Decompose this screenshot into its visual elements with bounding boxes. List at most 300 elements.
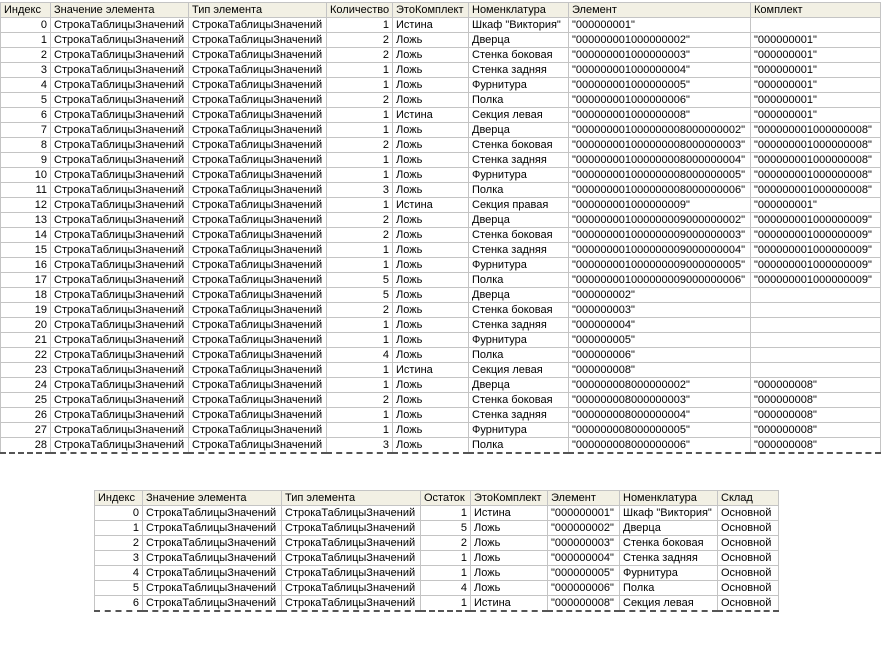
table-cell: Истина	[393, 18, 469, 33]
table-cell: 20	[1, 318, 51, 333]
table-cell: Основной	[718, 596, 779, 612]
table-cell: Ложь	[471, 581, 548, 596]
table-cell: Ложь	[393, 243, 469, 258]
table-row[interactable]	[1, 18, 881, 33]
table-row[interactable]	[1, 273, 881, 288]
table-cell: 4	[327, 348, 393, 363]
table-cell: Ложь	[393, 93, 469, 108]
table-cell: 1	[421, 551, 471, 566]
table-cell: 4	[1, 78, 51, 93]
table-cell: СтрокаТаблицыЗначений	[282, 581, 421, 596]
table-cell: "000000001000000008000000004"	[569, 153, 751, 168]
table-cell: Ложь	[393, 393, 469, 408]
table-row[interactable]	[1, 153, 881, 168]
table-cell: "000000001"	[751, 63, 881, 78]
table-row[interactable]	[1, 108, 881, 123]
table-cell: "000000006"	[569, 348, 751, 363]
table-row[interactable]	[1, 333, 881, 348]
table-cell: "000000001000000008000000006"	[569, 183, 751, 198]
table-cell: "000000001000000009000000005"	[569, 258, 751, 273]
table-cell: 1	[421, 506, 471, 521]
table-cell: "000000001000000008"	[751, 183, 881, 198]
table-cell: 1	[95, 521, 143, 536]
table-cell: Ложь	[471, 566, 548, 581]
table-cell: Ложь	[471, 551, 548, 566]
table-cell: 2	[327, 138, 393, 153]
table-cell: "000000001000000004"	[569, 63, 751, 78]
column-header[interactable]: Комплект	[751, 3, 881, 18]
table-cell: СтрокаТаблицыЗначений	[189, 438, 327, 454]
table-cell: 1	[421, 596, 471, 612]
table-cell: Ложь	[393, 288, 469, 303]
table-cell: 24	[1, 378, 51, 393]
table-cell: "000000004"	[548, 551, 620, 566]
table-cell: Ложь	[393, 408, 469, 423]
table-cell: Основной	[718, 551, 779, 566]
column-header[interactable]: Тип элемента	[282, 491, 421, 506]
table-cell: 14	[1, 228, 51, 243]
table-cell: Ложь	[393, 213, 469, 228]
table-cell: "000000001000000008000000002"	[569, 123, 751, 138]
column-header[interactable]: ЭтоКомплект	[393, 3, 469, 18]
table-cell: 3	[327, 183, 393, 198]
table-row[interactable]	[1, 123, 881, 138]
table-cell: 6	[95, 596, 143, 612]
table-row[interactable]	[1, 423, 881, 438]
table-cell: "000000001000000008"	[751, 153, 881, 168]
table-cell: 2	[327, 393, 393, 408]
table-cell: "000000001000000009"	[751, 258, 881, 273]
table-cell: СтрокаТаблицыЗначений	[189, 408, 327, 423]
table-cell: СтрокаТаблицыЗначений	[189, 108, 327, 123]
table-cell: "000000001000000009"	[751, 243, 881, 258]
column-header[interactable]: Индекс	[95, 491, 143, 506]
table-cell: "000000001"	[751, 78, 881, 93]
table-cell: 15	[1, 243, 51, 258]
column-header[interactable]: Номенклатура	[620, 491, 718, 506]
table-cell: СтрокаТаблицыЗначений	[189, 138, 327, 153]
table-row[interactable]	[1, 213, 881, 228]
table-cell: Секция правая	[469, 198, 569, 213]
table-cell: "000000001"	[751, 108, 881, 123]
table-cell: 1	[421, 566, 471, 581]
table-row[interactable]	[95, 536, 779, 551]
table-row[interactable]	[1, 393, 881, 408]
table-cell: "000000001"	[548, 506, 620, 521]
table-cell: СтрокаТаблицыЗначений	[51, 198, 189, 213]
table-cell: СтрокаТаблицыЗначений	[189, 228, 327, 243]
table-row[interactable]	[1, 243, 881, 258]
table-cell: Стенка задняя	[469, 153, 569, 168]
table-cell: Дверца	[620, 521, 718, 536]
table-cell: "000000001000000008000000005"	[569, 168, 751, 183]
table-cell: 27	[1, 423, 51, 438]
table-cell: 11	[1, 183, 51, 198]
table-cell: СтрокаТаблицыЗначений	[51, 93, 189, 108]
table-cell: 1	[327, 363, 393, 378]
table-header-row	[95, 491, 779, 506]
table-cell: Стенка боковая	[469, 48, 569, 63]
table-cell: СтрокаТаблицыЗначений	[189, 198, 327, 213]
table-cell: Ложь	[393, 78, 469, 93]
table-cell: Истина	[471, 596, 548, 612]
table-cell: 5	[95, 581, 143, 596]
table-cell: 21	[1, 333, 51, 348]
table-row[interactable]	[1, 78, 881, 93]
table-cell: СтрокаТаблицыЗначений	[282, 596, 421, 612]
column-header[interactable]: Номенклатура	[469, 3, 569, 18]
table-cell: 1	[327, 408, 393, 423]
table-row[interactable]	[95, 521, 779, 536]
table-cell: Ложь	[393, 183, 469, 198]
table-cell: СтрокаТаблицыЗначений	[189, 423, 327, 438]
table-cell: 1	[327, 108, 393, 123]
table-cell: Стенка боковая	[469, 138, 569, 153]
table-cell: Ложь	[393, 318, 469, 333]
table-cell: "000000005"	[569, 333, 751, 348]
table-cell: СтрокаТаблицыЗначений	[51, 18, 189, 33]
table-cell: СтрокаТаблицыЗначений	[51, 138, 189, 153]
table-cell: СтрокаТаблицыЗначений	[189, 213, 327, 228]
table-cell: СтрокаТаблицыЗначений	[51, 63, 189, 78]
table-cell: Полка	[469, 93, 569, 108]
table-cell	[751, 348, 881, 363]
table-cell: 9	[1, 153, 51, 168]
table-cell: "000000001"	[751, 93, 881, 108]
column-header[interactable]: Элемент	[569, 3, 751, 18]
table-cell: Ложь	[471, 521, 548, 536]
table-cell: СтрокаТаблицыЗначений	[189, 273, 327, 288]
column-header[interactable]: Склад	[718, 491, 779, 506]
table-cell: 1	[327, 18, 393, 33]
table-cell: 19	[1, 303, 51, 318]
table-cell: 2	[1, 48, 51, 63]
table-cell: СтрокаТаблицыЗначений	[189, 303, 327, 318]
table-cell: 22	[1, 348, 51, 363]
table-cell: СтрокаТаблицыЗначений	[51, 258, 189, 273]
table-cell: Дверца	[469, 378, 569, 393]
table-cell: Стенка боковая	[620, 536, 718, 551]
table-cell: Основной	[718, 506, 779, 521]
table-cell: СтрокаТаблицыЗначений	[51, 288, 189, 303]
table-cell: "000000008"	[751, 423, 881, 438]
table-cell: СтрокаТаблицыЗначений	[189, 48, 327, 63]
table-cell: Стенка задняя	[469, 63, 569, 78]
table-row[interactable]	[95, 551, 779, 566]
table-cell: 1	[1, 33, 51, 48]
table-cell: "000000001000000008"	[751, 138, 881, 153]
table-cell: "000000008000000003"	[569, 393, 751, 408]
table-cell: Основной	[718, 566, 779, 581]
table-cell: "000000003"	[548, 536, 620, 551]
table-cell: "000000001000000009000000002"	[569, 213, 751, 228]
table-cell	[751, 303, 881, 318]
table-cell: "000000006"	[548, 581, 620, 596]
table-cell: СтрокаТаблицыЗначений	[143, 551, 282, 566]
table-cell: 25	[1, 393, 51, 408]
table-cell: СтрокаТаблицыЗначений	[189, 243, 327, 258]
table-cell: 3	[95, 551, 143, 566]
table-cell: 8	[1, 138, 51, 153]
table-cell: 12	[1, 198, 51, 213]
column-header[interactable]: Значение элемента	[51, 3, 189, 18]
table-cell: СтрокаТаблицыЗначений	[51, 303, 189, 318]
table-cell: 3	[327, 438, 393, 454]
table-cell: Фурнитура	[620, 566, 718, 581]
table-cell: Фурнитура	[469, 423, 569, 438]
table-cell: Ложь	[393, 438, 469, 454]
table-cell: СтрокаТаблицыЗначений	[189, 153, 327, 168]
column-header[interactable]: Остаток	[421, 491, 471, 506]
table-cell: СтрокаТаблицыЗначений	[189, 78, 327, 93]
table-cell: "000000008"	[569, 363, 751, 378]
table-cell: "000000008"	[751, 393, 881, 408]
table-cell: Шкаф "Виктория"	[620, 506, 718, 521]
table-row[interactable]	[1, 198, 881, 213]
table-cell: СтрокаТаблицыЗначений	[189, 333, 327, 348]
table-cell: Истина	[393, 108, 469, 123]
table-row[interactable]	[1, 33, 881, 48]
table-cell: Основной	[718, 581, 779, 596]
table-cell: 1	[327, 78, 393, 93]
table-row[interactable]	[1, 168, 881, 183]
table-cell: СтрокаТаблицыЗначений	[51, 183, 189, 198]
table-cell: 1	[327, 198, 393, 213]
table-cell: 2	[327, 303, 393, 318]
table-cell: 5	[327, 273, 393, 288]
table-row[interactable]	[1, 48, 881, 63]
table-row[interactable]	[95, 581, 779, 596]
table-cell: Дверца	[469, 123, 569, 138]
table-cell: Ложь	[393, 378, 469, 393]
table-cell: "000000001000000008"	[751, 168, 881, 183]
table-cell: 1	[327, 168, 393, 183]
table-cell: СтрокаТаблицыЗначений	[51, 408, 189, 423]
table-cell: СтрокаТаблицыЗначений	[51, 78, 189, 93]
table-cell: "000000008000000005"	[569, 423, 751, 438]
table-cell: "000000001000000006"	[569, 93, 751, 108]
table-row[interactable]	[1, 63, 881, 78]
table-cell: Ложь	[393, 258, 469, 273]
table-cell: "000000008"	[751, 408, 881, 423]
table-cell: СтрокаТаблицыЗначений	[282, 521, 421, 536]
table-cell: СтрокаТаблицыЗначений	[51, 48, 189, 63]
table-cell: СтрокаТаблицыЗначений	[189, 288, 327, 303]
table-cell: 26	[1, 408, 51, 423]
table-cell: СтрокаТаблицыЗначений	[51, 333, 189, 348]
table-cell: "000000001000000009"	[751, 213, 881, 228]
table-cell: 2	[327, 213, 393, 228]
table-cell: Стенка задняя	[469, 243, 569, 258]
table-cell: Ложь	[393, 153, 469, 168]
table-cell: "000000001000000009"	[751, 228, 881, 243]
table-cell: СтрокаТаблицыЗначений	[189, 18, 327, 33]
table-cell: 5	[1, 93, 51, 108]
table-cell: СтрокаТаблицыЗначений	[189, 63, 327, 78]
table-cell: СтрокаТаблицыЗначений	[143, 536, 282, 551]
table-cell: СтрокаТаблицыЗначений	[189, 258, 327, 273]
table-cell: "000000008000000006"	[569, 438, 751, 454]
table-row[interactable]	[1, 378, 881, 393]
table-cell: Ложь	[393, 168, 469, 183]
table-cell: СтрокаТаблицыЗначений	[143, 521, 282, 536]
table-row[interactable]	[1, 288, 881, 303]
table-cell: Секция левая	[469, 363, 569, 378]
column-header[interactable]: Значение элемента	[143, 491, 282, 506]
table-cell: Стенка боковая	[469, 393, 569, 408]
table-cell: Стенка боковая	[469, 303, 569, 318]
table-cell: Фурнитура	[469, 258, 569, 273]
table-row[interactable]	[1, 408, 881, 423]
table-cell: "000000001000000002"	[569, 33, 751, 48]
table-cell: СтрокаТаблицыЗначений	[189, 93, 327, 108]
values-table-2	[94, 490, 779, 612]
table-cell: Стенка задняя	[469, 408, 569, 423]
table-cell: Истина	[393, 363, 469, 378]
table-cell: 1	[327, 243, 393, 258]
table-cell: "000000008"	[548, 596, 620, 612]
table-cell: Дверца	[469, 213, 569, 228]
table-cell: "000000001000000009000000004"	[569, 243, 751, 258]
table-row[interactable]	[1, 93, 881, 108]
column-header[interactable]: Количество	[327, 3, 393, 18]
table-cell: Секция левая	[620, 596, 718, 612]
table-cell: 0	[1, 18, 51, 33]
table-cell: 4	[95, 566, 143, 581]
column-header[interactable]: Элемент	[548, 491, 620, 506]
table-cell: СтрокаТаблицыЗначений	[51, 33, 189, 48]
table-cell: "000000001000000003"	[569, 48, 751, 63]
table-cell: "000000001000000009000000006"	[569, 273, 751, 288]
table-cell: 6	[1, 108, 51, 123]
table-cell: 0	[95, 506, 143, 521]
table-cell: Секция левая	[469, 108, 569, 123]
table-cell: 13	[1, 213, 51, 228]
table-cell: 2	[327, 93, 393, 108]
table-row[interactable]	[1, 318, 881, 333]
table-cell: "000000001000000005"	[569, 78, 751, 93]
column-header[interactable]: Тип элемента	[189, 3, 327, 18]
table-cell	[751, 18, 881, 33]
table-cell: СтрокаТаблицыЗначений	[189, 393, 327, 408]
table-cell: СтрокаТаблицыЗначений	[51, 228, 189, 243]
table-cell: 1	[327, 378, 393, 393]
table-cell: СтрокаТаблицыЗначений	[51, 363, 189, 378]
table-cell: Фурнитура	[469, 333, 569, 348]
table-cell: "000000001000000009"	[751, 273, 881, 288]
table-cell: 23	[1, 363, 51, 378]
table-header-row	[1, 3, 881, 18]
table-cell: СтрокаТаблицыЗначений	[51, 423, 189, 438]
table-cell: 17	[1, 273, 51, 288]
table-cell: СтрокаТаблицыЗначений	[51, 213, 189, 228]
table-cell: 3	[1, 63, 51, 78]
table-cell: Ложь	[393, 423, 469, 438]
table-cell: "000000005"	[548, 566, 620, 581]
table-row[interactable]	[95, 506, 779, 521]
table-cell	[751, 318, 881, 333]
column-header[interactable]: ЭтоКомплект	[471, 491, 548, 506]
table-cell: Полка	[469, 183, 569, 198]
table-cell: "000000008000000002"	[569, 378, 751, 393]
table-cell: "000000004"	[569, 318, 751, 333]
table-row[interactable]	[1, 228, 881, 243]
table-cell: "000000001"	[569, 18, 751, 33]
table-cell: Истина	[471, 506, 548, 521]
table-cell: "000000008"	[751, 438, 881, 454]
table-cell: 10	[1, 168, 51, 183]
table-cell: "000000001"	[751, 198, 881, 213]
table-row[interactable]	[95, 596, 779, 612]
table-cell: "000000002"	[569, 288, 751, 303]
table-cell: Ложь	[393, 333, 469, 348]
table-cell: Основной	[718, 536, 779, 551]
table-cell: СтрокаТаблицыЗначений	[282, 506, 421, 521]
table-cell: 5	[327, 288, 393, 303]
table-cell: Ложь	[393, 138, 469, 153]
table-cell: СтрокаТаблицыЗначений	[143, 506, 282, 521]
table-cell: 16	[1, 258, 51, 273]
table-cell: Истина	[393, 198, 469, 213]
table-cell: Фурнитура	[469, 78, 569, 93]
table-cell: Фурнитура	[469, 168, 569, 183]
table-cell: СтрокаТаблицыЗначений	[51, 273, 189, 288]
table-cell: СтрокаТаблицыЗначений	[189, 183, 327, 198]
table-cell: СтрокаТаблицыЗначений	[143, 581, 282, 596]
table-cell: 1	[327, 258, 393, 273]
table-cell: "000000001000000008000000003"	[569, 138, 751, 153]
table-cell: СтрокаТаблицыЗначений	[51, 438, 189, 454]
table-cell	[751, 288, 881, 303]
table-cell: Ложь	[393, 273, 469, 288]
table-cell: 5	[421, 521, 471, 536]
table-cell: СтрокаТаблицыЗначений	[282, 551, 421, 566]
table-cell: Ложь	[393, 228, 469, 243]
table-cell: "000000001"	[751, 48, 881, 63]
table-cell: Полка	[469, 348, 569, 363]
table-row[interactable]	[95, 566, 779, 581]
table-cell: 7	[1, 123, 51, 138]
table-row[interactable]	[1, 348, 881, 363]
table-cell: СтрокаТаблицыЗначений	[143, 566, 282, 581]
table-cell: 1	[327, 153, 393, 168]
table-row[interactable]	[1, 438, 881, 454]
table-row[interactable]	[1, 138, 881, 153]
table-cell: СтрокаТаблицыЗначений	[51, 153, 189, 168]
table-row[interactable]	[1, 303, 881, 318]
table-cell: 1	[327, 318, 393, 333]
table-cell: "000000001000000008"	[569, 108, 751, 123]
table-cell: 1	[327, 333, 393, 348]
table-cell: Стенка боковая	[469, 228, 569, 243]
table-cell: 2	[327, 33, 393, 48]
table-cell: Стенка задняя	[620, 551, 718, 566]
table-cell	[751, 363, 881, 378]
table-cell: Полка	[620, 581, 718, 596]
table-row[interactable]	[1, 363, 881, 378]
column-header[interactable]: Индекс	[1, 3, 51, 18]
table-cell: "000000003"	[569, 303, 751, 318]
table-row[interactable]	[1, 258, 881, 273]
table-cell: 28	[1, 438, 51, 454]
table-cell: СтрокаТаблицыЗначений	[189, 378, 327, 393]
table-cell: Шкаф "Виктория"	[469, 18, 569, 33]
table-cell: СтрокаТаблицыЗначений	[189, 33, 327, 48]
table-cell: "000000008000000004"	[569, 408, 751, 423]
table-cell: СтрокаТаблицыЗначений	[282, 566, 421, 581]
table-row[interactable]	[1, 183, 881, 198]
table-cell: "000000002"	[548, 521, 620, 536]
